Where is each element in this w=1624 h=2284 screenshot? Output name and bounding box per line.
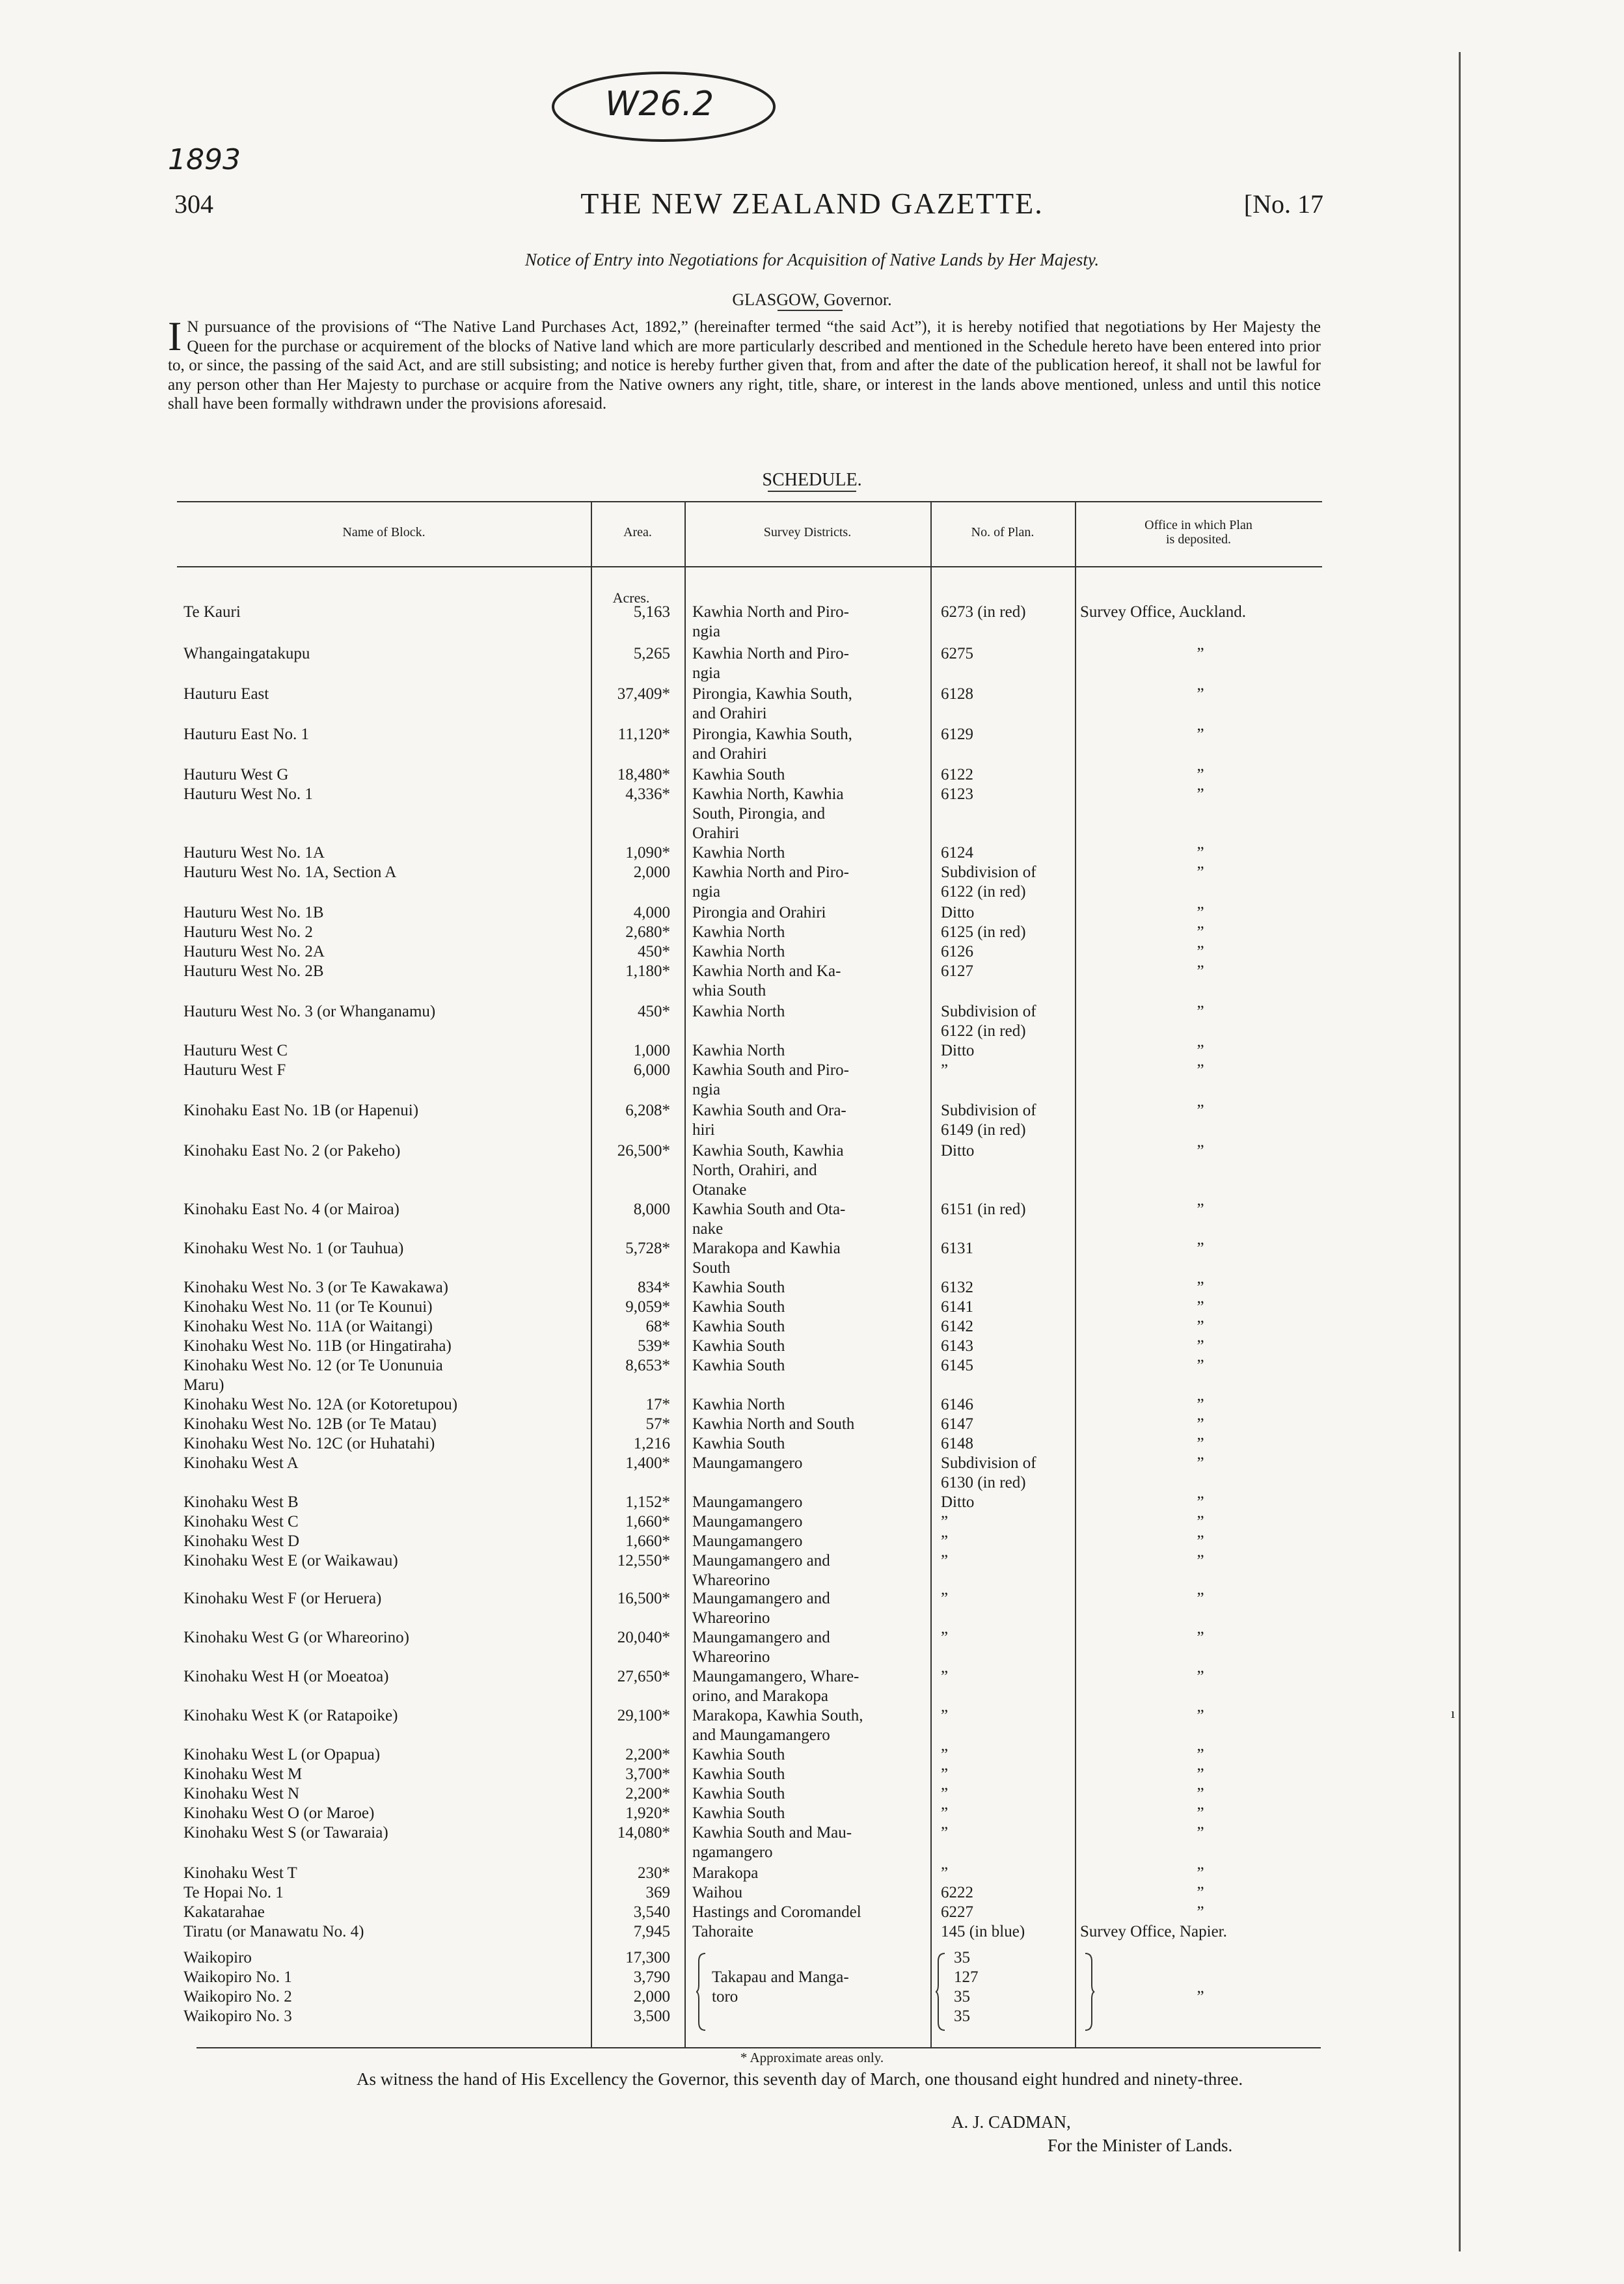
block-name: Hauturu West G <box>183 766 289 783</box>
column-header-office: Office in which Plan is deposited. <box>1144 518 1252 547</box>
deposit-office: ” <box>1197 1102 1204 1119</box>
deposit-office: ” <box>1197 1357 1204 1374</box>
block-name: Whangaingatakupu <box>183 645 310 662</box>
block-name: Hauturu West No. 1B <box>183 904 324 921</box>
block-name: Hauturu West F <box>183 1061 286 1079</box>
survey-districts: Pirongia, Kawhia South, and Orahiri <box>692 726 852 763</box>
survey-districts: Kawhia South <box>692 1298 785 1316</box>
block-area: 450* <box>638 1003 670 1020</box>
deposit-office: ” <box>1197 1435 1204 1452</box>
approximate-areas-footnote: * Approximate areas only. <box>740 2050 884 2065</box>
column-header-survey: Survey Districts. <box>763 525 852 539</box>
plan-number: 6145 <box>941 1357 973 1374</box>
block-name: Hauturu West No. 1A, Section A <box>183 863 397 881</box>
block-area: 834* <box>638 1279 670 1296</box>
plan-number: 6143 <box>941 1337 973 1355</box>
block-name: Kinohaku West L (or Opapua) <box>183 1746 381 1763</box>
block-name: Kinohaku West No. 3 (or Te Kawakawa) <box>183 1279 449 1296</box>
plan-number: ” <box>941 1532 949 1550</box>
survey-districts: Kawhia North and South <box>692 1415 855 1433</box>
block-name: Hauturu West C <box>183 1042 288 1059</box>
survey-group-brace <box>696 1952 709 2032</box>
block-name: Te Hopai No. 1 <box>183 1884 284 1901</box>
block-name: Kinohaku East No. 2 (or Pakeho) <box>183 1142 401 1160</box>
plan-number: Ditto <box>941 904 975 921</box>
block-area: 1,216 <box>633 1435 670 1452</box>
deposit-office: ” <box>1197 1061 1204 1079</box>
deposit-office: ” <box>1197 685 1204 703</box>
survey-districts: Marakopa <box>692 1864 759 1882</box>
schedule-heading: SCHEDULE. <box>762 470 862 490</box>
block-name: Kinohaku West A <box>183 1454 299 1472</box>
plan-number: Ditto <box>941 1142 975 1160</box>
column-divider <box>591 501 592 2047</box>
block-name: Kinohaku West T <box>183 1864 297 1882</box>
survey-districts: Kawhia North <box>692 943 785 960</box>
block-name: Kinohaku West N <box>183 1785 300 1802</box>
block-name: Waikopiro No. 2 <box>183 1988 292 2005</box>
block-area: 2,200* <box>625 1746 670 1763</box>
plan-number: 127 <box>954 1968 979 1986</box>
survey-districts: Kawhia South <box>692 1746 785 1763</box>
plan-number: ” <box>941 1629 949 1646</box>
column-divider <box>684 501 686 2047</box>
block-area: 1,180* <box>625 962 670 980</box>
block-area: 14,080* <box>617 1824 670 1842</box>
survey-districts: Kawhia North and Piro- ngia <box>692 603 849 640</box>
plan-number: 6273 (in red) <box>941 603 1026 621</box>
plan-number: ” <box>941 1804 949 1822</box>
survey-districts: Kawhia South <box>692 1337 785 1355</box>
plan-number: 6128 <box>941 685 973 703</box>
plan-number: 6146 <box>941 1396 973 1413</box>
survey-districts: Kawhia North <box>692 1003 785 1020</box>
block-name: Tiratu (or Manawatu No. 4) <box>183 1923 364 1940</box>
deposit-office: ” <box>1197 863 1204 881</box>
plan-number: Subdivision of 6149 (in red) <box>941 1102 1036 1139</box>
plan-number: 6125 (in red) <box>941 923 1026 941</box>
survey-districts: Maungamangero and Whareorino <box>692 1590 830 1627</box>
survey-districts: Kawhia South and Mau- ngamangero <box>692 1824 852 1861</box>
block-area: 20,040* <box>617 1629 670 1646</box>
plan-number: ” <box>941 1061 949 1079</box>
block-area: 11,120* <box>617 726 670 743</box>
block-area: 539* <box>638 1337 670 1355</box>
survey-districts: Kawhia South <box>692 1279 785 1296</box>
plan-number: Subdivision of 6122 (in red) <box>941 863 1036 901</box>
block-name: Waikopiro No. 1 <box>183 1968 292 1986</box>
deposit-office: ” <box>1197 1590 1204 1607</box>
block-area: 1,152* <box>625 1493 670 1511</box>
deposit-office: ” <box>1197 645 1204 662</box>
block-area: 18,480* <box>617 766 670 783</box>
survey-districts: Pirongia, Kawhia South, and Orahiri <box>692 685 852 722</box>
block-name: Hauturu West No. 2B <box>183 962 324 980</box>
block-name: Hauturu West No. 3 (or Whanganamu) <box>183 1003 436 1020</box>
block-name: Kinohaku East No. 1B (or Hapenui) <box>183 1102 419 1119</box>
deposit-office: ” <box>1197 726 1204 743</box>
plan-number: 6122 <box>941 766 973 783</box>
witness-clause: As witness the hand of His Excellency the Governor, this seventh day of March, one thousand eight hundred and ninety-three. <box>357 2069 1243 2089</box>
deposit-office: ” <box>1197 1668 1204 1685</box>
survey-districts: Hastings and Coromandel <box>692 1903 861 1921</box>
plan-number: 6129 <box>941 726 973 743</box>
block-name: Te Kauri <box>183 603 241 621</box>
deposit-office: ” <box>1197 1298 1204 1316</box>
deposit-office: ” <box>1197 1903 1204 1921</box>
block-name: Kinohaku West No. 12A (or Kotoretupou) <box>183 1396 458 1413</box>
block-area: 369 <box>645 1884 670 1901</box>
block-name: Kinohaku West G (or Whareorino) <box>183 1629 409 1646</box>
plan-number: 6123 <box>941 785 973 803</box>
block-name: Kinohaku West No. 12 (or Te Uonunuia Maru) <box>183 1357 443 1394</box>
survey-districts: Kawhia South <box>692 1804 785 1822</box>
deposit-office: ” <box>1197 1532 1204 1550</box>
block-area: 230* <box>638 1864 670 1882</box>
block-area: 7,945 <box>633 1923 670 1940</box>
archive-reference-stamp <box>540 60 787 157</box>
plan-number: 6127 <box>941 962 973 980</box>
survey-districts: Marakopa and Kawhia South <box>692 1240 841 1277</box>
survey-districts: Pirongia and Orahiri <box>692 904 826 921</box>
page-number: 304 <box>174 189 213 219</box>
deposit-office: ” <box>1197 1707 1204 1724</box>
block-area: 27,650* <box>617 1668 670 1685</box>
block-area: 8,653* <box>625 1357 670 1374</box>
block-area: 5,728* <box>625 1240 670 1257</box>
plan-number: Subdivision of 6130 (in red) <box>941 1454 1036 1491</box>
deposit-office: ” <box>1197 1454 1204 1472</box>
binding-edge <box>1459 52 1461 2251</box>
block-name: Kinohaku East No. 4 (or Mairoa) <box>183 1201 399 1218</box>
block-name: Hauturu West No. 2A <box>183 943 325 960</box>
notice-title: Notice of Entry into Negotiations for Acquisition of Native Lands by Her Majesty. <box>524 250 1100 269</box>
plan-number: 6275 <box>941 645 973 662</box>
survey-districts: Maungamangero and Whareorino <box>692 1552 830 1589</box>
plan-number: ” <box>941 1864 949 1882</box>
block-area: 12,550* <box>617 1552 670 1570</box>
plan-number: 6126 <box>941 943 973 960</box>
table-bottom-rule <box>196 2047 1321 2048</box>
plan-number: ” <box>941 1513 949 1530</box>
deposit-office: ” <box>1197 1142 1204 1160</box>
block-name: Kinohaku West F (or Heruera) <box>183 1590 382 1607</box>
column-header-area: Area. <box>623 525 652 539</box>
block-name: Kinohaku West No. 1 (or Tauhua) <box>183 1240 404 1257</box>
plan-number: 6148 <box>941 1435 973 1452</box>
survey-districts: Kawhia North <box>692 923 785 941</box>
survey-districts: Kawhia North and Piro- ngia <box>692 863 849 901</box>
survey-districts: Kawhia North and Ka- whia South <box>692 962 841 999</box>
table-top-rule <box>177 501 1322 502</box>
block-name: Kakatarahae <box>183 1903 265 1921</box>
block-area: 3,540 <box>633 1903 670 1921</box>
block-name: Waikopiro No. 3 <box>183 2007 292 2025</box>
block-area: 5,265 <box>633 645 670 662</box>
block-area: 3,790 <box>633 1968 670 1986</box>
block-name: Kinohaku West C <box>183 1513 299 1530</box>
survey-districts: Kawhia South <box>692 1785 785 1802</box>
deposit-office: ” <box>1197 1201 1204 1218</box>
survey-districts: Kawhia South and Ota- nake <box>692 1201 846 1238</box>
block-area: 4,336* <box>625 785 670 803</box>
block-area: 17,300 <box>625 1949 670 1966</box>
plan-number: 6141 <box>941 1298 973 1316</box>
survey-districts: Maungamangero, Whare- orino, and Marakopa <box>692 1668 859 1705</box>
deposit-office: ” <box>1197 785 1204 803</box>
deposit-office: ” <box>1197 1988 1204 2005</box>
deposit-office: ” <box>1197 1824 1204 1842</box>
deposit-office: ” <box>1197 923 1204 941</box>
plan-number: 6124 <box>941 844 973 862</box>
survey-districts: Kawhia South <box>692 1435 785 1452</box>
plan-number: ” <box>941 1668 949 1685</box>
block-area: 3,700* <box>625 1765 670 1783</box>
survey-districts: Kawhia South and Ora- hiri <box>692 1102 846 1139</box>
archive-reference-text: W26.2 <box>605 85 714 124</box>
survey-districts: Maungamangero <box>692 1532 803 1550</box>
block-area: 6,000 <box>633 1061 670 1079</box>
block-name: Hauturu West No. 2 <box>183 923 313 941</box>
deposit-office: Survey Office, Auckland. <box>1080 603 1247 621</box>
block-area: 4,000 <box>633 904 670 921</box>
block-name: Kinohaku West H (or Moeatoa) <box>183 1668 389 1685</box>
deposit-office: ” <box>1197 1746 1204 1763</box>
block-name: Kinohaku West S (or Tawaraia) <box>183 1824 388 1842</box>
block-area: 57* <box>645 1415 670 1433</box>
deposit-office: ” <box>1197 962 1204 980</box>
deposit-office: ” <box>1197 1279 1204 1296</box>
plan-number: 35 <box>954 1949 970 1966</box>
block-name: Kinohaku West O (or Maroe) <box>183 1804 375 1822</box>
block-area: 68* <box>645 1318 670 1335</box>
deposit-office: ” <box>1197 1493 1204 1511</box>
plan-number: ” <box>941 1552 949 1570</box>
block-area: 9,059* <box>625 1298 670 1316</box>
block-name: Kinohaku West No. 11B (or Hingatiraha) <box>183 1337 452 1355</box>
block-area: 2,000 <box>633 863 670 881</box>
plan-number: ” <box>941 1746 949 1763</box>
plan-group-brace-right <box>1083 1952 1096 2032</box>
deposit-office: ” <box>1197 1765 1204 1783</box>
issue-number: [No. 17 <box>1243 189 1323 219</box>
plan-number: ” <box>941 1590 949 1607</box>
block-area: 29,100* <box>617 1707 670 1724</box>
survey-districts: Kawhia South <box>692 1765 785 1783</box>
survey-districts: Kawhia South <box>692 1318 785 1335</box>
governor-rule <box>778 310 843 311</box>
block-area: 1,400* <box>625 1454 670 1472</box>
column-header-name: Name of Block. <box>342 525 426 539</box>
deposit-office: ” <box>1197 844 1204 862</box>
block-area: 17* <box>645 1396 670 1413</box>
survey-districts: Tahoraite <box>692 1923 754 1940</box>
plan-number: 6227 <box>941 1903 973 1921</box>
deposit-office: Survey Office, Napier. <box>1080 1923 1227 1940</box>
plan-number: 6132 <box>941 1279 973 1296</box>
survey-districts: Kawhia North <box>692 1042 785 1059</box>
block-area: 3,500 <box>633 2007 670 2025</box>
block-area: 1,090* <box>625 844 670 862</box>
survey-districts: Kawhia South <box>692 1357 785 1374</box>
survey-districts: Maungamangero and Whareorino <box>692 1629 830 1666</box>
deposit-office: ” <box>1197 1785 1204 1802</box>
deposit-office: ” <box>1197 1804 1204 1822</box>
plan-number: 35 <box>954 2007 970 2025</box>
block-name: Kinohaku West D <box>183 1532 300 1550</box>
notice-preamble <box>168 313 1321 414</box>
drop-cap: I <box>168 313 182 359</box>
block-area: 1,000 <box>633 1042 670 1059</box>
block-name: Kinohaku West K (or Ratapoike) <box>183 1707 398 1724</box>
block-area: 8,000 <box>633 1201 670 1218</box>
block-area: 2,680* <box>625 923 670 941</box>
deposit-office: ” <box>1197 1003 1204 1020</box>
gazette-title: THE NEW ZEALAND GAZETTE. <box>580 187 1044 220</box>
plan-number: 145 (in blue) <box>941 1923 1025 1940</box>
table-header-rule <box>177 566 1322 567</box>
block-area: 6,208* <box>625 1102 670 1119</box>
deposit-office: ” <box>1197 1240 1204 1257</box>
block-area: 26,500* <box>617 1142 670 1160</box>
deposit-office: ” <box>1197 1337 1204 1355</box>
survey-districts: Kawhia North and Piro- ngia <box>692 645 849 682</box>
block-area: 5,163 <box>633 603 670 621</box>
block-name: Kinohaku West No. 11 (or Te Kounui) <box>183 1298 433 1316</box>
deposit-office: ” <box>1197 1042 1204 1059</box>
column-header-plan: No. of Plan. <box>971 525 1035 539</box>
block-name: Kinohaku West No. 12B (or Te Matau) <box>183 1415 437 1433</box>
survey-districts: Waihou <box>692 1884 743 1901</box>
block-area: 1,920* <box>625 1804 670 1822</box>
preamble-text: N pursuance of the provisions of “The Native Land Purchases Act, 1892,” (hereinafter termed “the said Act”), it is hereby notified that negotiations by Her Majesty the Queen for the purchase or acquirement of the blocks of Native land which are more particularly described and mentioned in the Schedule hereto have been entered into prior to, or since, the passing of the said Act, and are still subsisting; and notice is hereby further given that, from and after the date of the publication hereof, it shall not be lawful for any person other than Her Majesty to purchase or acquire from the Native owners any right, title, share, or interest in the lands above mentioned, unless and until this notice shall have been formally withdrawn under the provisions aforesaid. <box>168 318 1321 413</box>
survey-districts: Maungamangero <box>692 1513 803 1530</box>
block-name: Kinohaku West No. 11A (or Waitangi) <box>183 1318 433 1335</box>
block-name: Kinohaku West B <box>183 1493 299 1511</box>
survey-districts: Kawhia South and Piro- ngia <box>692 1061 849 1098</box>
deposit-office: ” <box>1197 904 1204 921</box>
plan-number: 6151 (in red) <box>941 1201 1026 1218</box>
signatory-title: For the Minister of Lands. <box>1048 2136 1233 2155</box>
block-area: 2,200* <box>625 1785 670 1802</box>
signatory-name: A. J. CADMAN, <box>951 2112 1071 2132</box>
plan-number: ” <box>941 1785 949 1802</box>
survey-districts: Kawhia North, Kawhia South, Pirongia, and Orahiri <box>692 785 844 842</box>
survey-districts: Kawhia South, Kawhia North, Orahiri, and Otanake <box>692 1142 844 1199</box>
block-name: Kinohaku West M <box>183 1765 303 1783</box>
plan-number: 6147 <box>941 1415 973 1433</box>
deposit-office: ” <box>1197 1884 1204 1901</box>
plan-group-brace-left <box>936 1952 949 2032</box>
block-area: 1,660* <box>625 1513 670 1530</box>
plan-number: ” <box>941 1765 949 1783</box>
survey-districts: Kawhia South <box>692 766 785 783</box>
block-area: 2,000 <box>633 1988 670 2005</box>
block-name: Hauturu East <box>183 685 269 703</box>
deposit-office: ” <box>1197 1864 1204 1882</box>
margin-mark: ı <box>1451 1705 1455 1721</box>
plan-number: Ditto <box>941 1493 975 1511</box>
survey-districts: Maungamangero <box>692 1454 803 1472</box>
deposit-office: ” <box>1197 1415 1204 1433</box>
deposit-office: ” <box>1197 1629 1204 1646</box>
survey-districts: Marakopa, Kawhia South, and Maungamangero <box>692 1707 863 1744</box>
plan-number: Ditto <box>941 1042 975 1059</box>
survey-districts: Kawhia North <box>692 1396 785 1413</box>
deposit-office: ” <box>1197 1513 1204 1530</box>
block-name: Kinohaku West E (or Waikawau) <box>183 1552 398 1570</box>
plan-number: 6222 <box>941 1884 973 1901</box>
block-name: Waikopiro <box>183 1949 252 1966</box>
plan-number: Subdivision of 6122 (in red) <box>941 1003 1036 1040</box>
column-divider <box>930 501 932 2047</box>
deposit-office: ” <box>1197 1396 1204 1413</box>
deposit-office: ” <box>1197 943 1204 960</box>
governor-line: GLASGOW, Governor. <box>732 290 892 309</box>
deposit-office: ” <box>1197 1318 1204 1335</box>
acres-unit-label: Acres. <box>612 590 650 606</box>
handwritten-year-note: 1893 <box>168 143 241 176</box>
block-area: 1,660* <box>625 1532 670 1550</box>
survey-districts: Kawhia North <box>692 844 785 862</box>
plan-number: ” <box>941 1824 949 1842</box>
survey-districts: Takapau and Manga- toro <box>712 1968 849 2005</box>
block-area: 37,409* <box>617 685 670 703</box>
block-name: Hauturu West No. 1A <box>183 844 325 862</box>
plan-number: 6142 <box>941 1318 973 1335</box>
deposit-office: ” <box>1197 766 1204 783</box>
block-name: Kinohaku West No. 12C (or Huhatahi) <box>183 1435 435 1452</box>
survey-districts: Maungamangero <box>692 1493 803 1511</box>
plan-number: 35 <box>954 1988 970 2005</box>
schedule-heading-rule <box>768 491 856 492</box>
block-name: Hauturu West No. 1 <box>183 785 313 803</box>
deposit-office: ” <box>1197 1552 1204 1570</box>
block-name: Hauturu East No. 1 <box>183 726 310 743</box>
plan-number: 6131 <box>941 1240 973 1257</box>
block-area: 16,500* <box>617 1590 670 1607</box>
block-area: 450* <box>638 943 670 960</box>
plan-number: ” <box>941 1707 949 1724</box>
column-divider <box>1075 501 1076 2047</box>
